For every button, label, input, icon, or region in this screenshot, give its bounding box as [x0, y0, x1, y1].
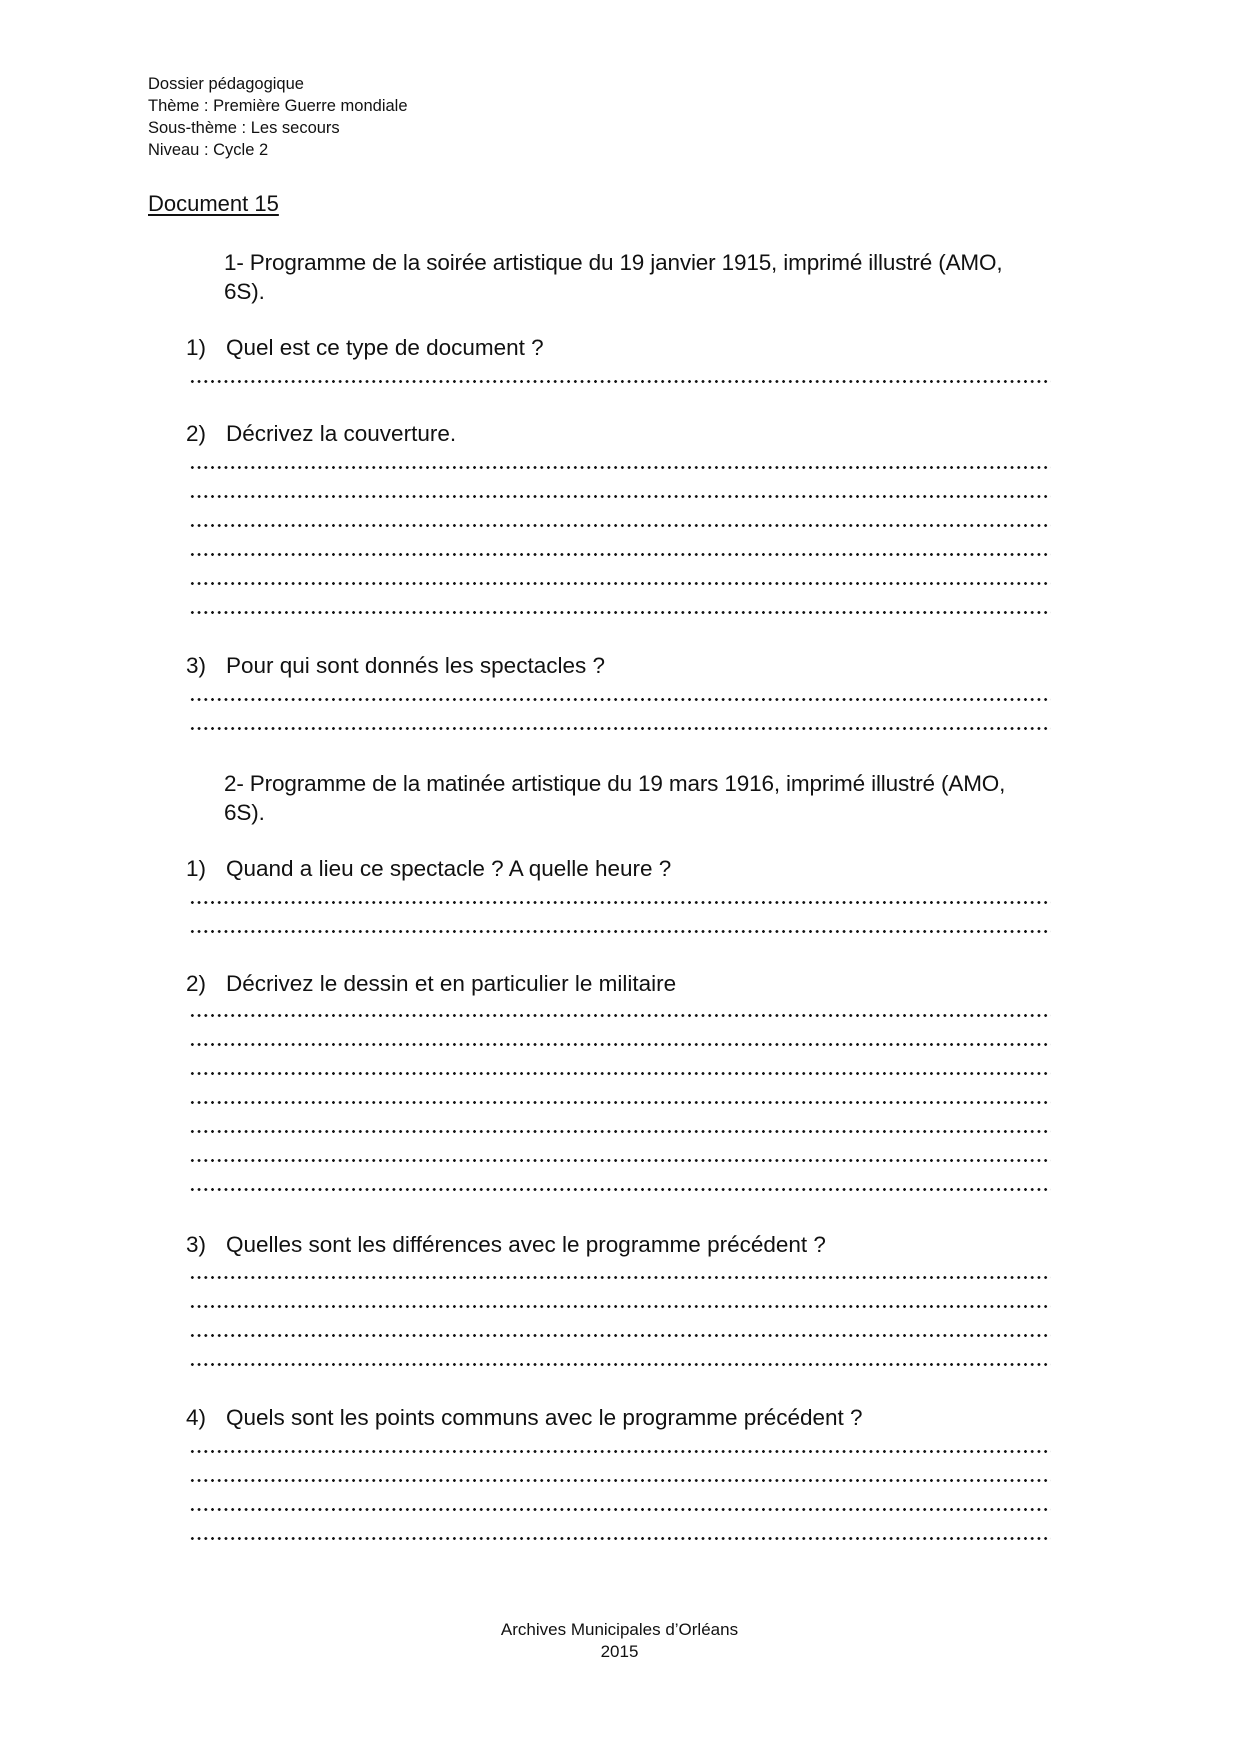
part1-question-2	[186, 421, 456, 447]
part2-intro-line1: 2- Programme de la matinée artistique du 19 mars 1916, imprimé illustré (AMO,	[224, 771, 1006, 796]
question-text: Quelles sont les différences avec le programme précédent ?	[226, 1232, 826, 1257]
part1-intro-line2: 6S).	[224, 279, 265, 304]
question-number: 4)	[186, 1405, 207, 1430]
document-title: Document 15	[148, 191, 279, 216]
question-text: Pour qui sont donnés les spectacles ?	[226, 653, 605, 678]
question-text: Quels sont les points communs avec le programme précédent ?	[226, 1405, 863, 1430]
question-number: 2)	[186, 971, 207, 996]
answer-line[interactable]	[189, 1072, 1051, 1075]
part1-question-3	[186, 653, 605, 679]
answer-line[interactable]	[189, 582, 1051, 585]
footer-year: 2015	[600, 1642, 639, 1661]
question-text: Quand a lieu ce spectacle ? A quelle heure ?	[226, 856, 672, 881]
answer-line[interactable]	[189, 698, 1051, 701]
answer-line[interactable]	[189, 1334, 1051, 1337]
part2-question-1	[186, 856, 671, 882]
part1-intro-line1: 1- Programme de la soirée artistique du 19 janvier 1915, imprimé illustré (AMO,	[224, 250, 1003, 275]
part2-intro	[224, 769, 1104, 827]
answer-line[interactable]	[189, 901, 1051, 904]
question-number: 1)	[186, 335, 207, 360]
answer-line[interactable]	[189, 1537, 1051, 1540]
part1-intro	[224, 248, 1104, 306]
answer-line[interactable]	[189, 1101, 1051, 1104]
part2-question-2	[186, 971, 676, 997]
header-theme: Thème : Première Guerre mondiale	[148, 97, 408, 115]
question-text: Décrivez la couverture.	[226, 421, 457, 446]
answer-line[interactable]	[189, 930, 1051, 933]
answer-line[interactable]	[189, 1508, 1051, 1511]
header-niveau: Niveau : Cycle 2	[148, 141, 269, 159]
header-sous-theme: Sous-thème : Les secours	[148, 119, 340, 137]
part2-question-4	[186, 1405, 863, 1431]
answer-line[interactable]	[189, 1479, 1051, 1482]
answer-line[interactable]	[189, 553, 1051, 556]
answer-line[interactable]	[189, 466, 1051, 469]
question-text: Décrivez le dessin et en particulier le militaire	[226, 971, 677, 996]
answer-line[interactable]	[189, 611, 1051, 614]
answer-line[interactable]	[189, 524, 1051, 527]
question-number: 1)	[186, 856, 207, 881]
answer-line[interactable]	[189, 1188, 1051, 1191]
answer-line[interactable]	[189, 1305, 1051, 1308]
answer-line[interactable]	[189, 1276, 1051, 1279]
answer-line[interactable]	[189, 1014, 1051, 1017]
answer-line[interactable]	[189, 1363, 1051, 1366]
answer-line[interactable]	[189, 1130, 1051, 1133]
answer-line[interactable]	[189, 1159, 1051, 1162]
question-number: 3)	[186, 653, 207, 678]
part2-intro-line2: 6S).	[224, 800, 265, 825]
answer-line[interactable]	[189, 1043, 1051, 1046]
part1-question-1	[186, 335, 544, 361]
question-number: 3)	[186, 1232, 207, 1257]
header-dossier: Dossier pédagogique	[148, 75, 304, 93]
answer-line[interactable]	[189, 727, 1051, 730]
question-number: 2)	[186, 421, 207, 446]
question-text: Quel est ce type de document ?	[226, 335, 544, 360]
answer-line[interactable]	[189, 380, 1051, 383]
footer-institution: Archives Municipales d’Orléans	[500, 1620, 739, 1639]
answer-line[interactable]	[189, 1450, 1051, 1453]
part2-question-3	[186, 1232, 826, 1258]
answer-line[interactable]	[189, 495, 1051, 498]
